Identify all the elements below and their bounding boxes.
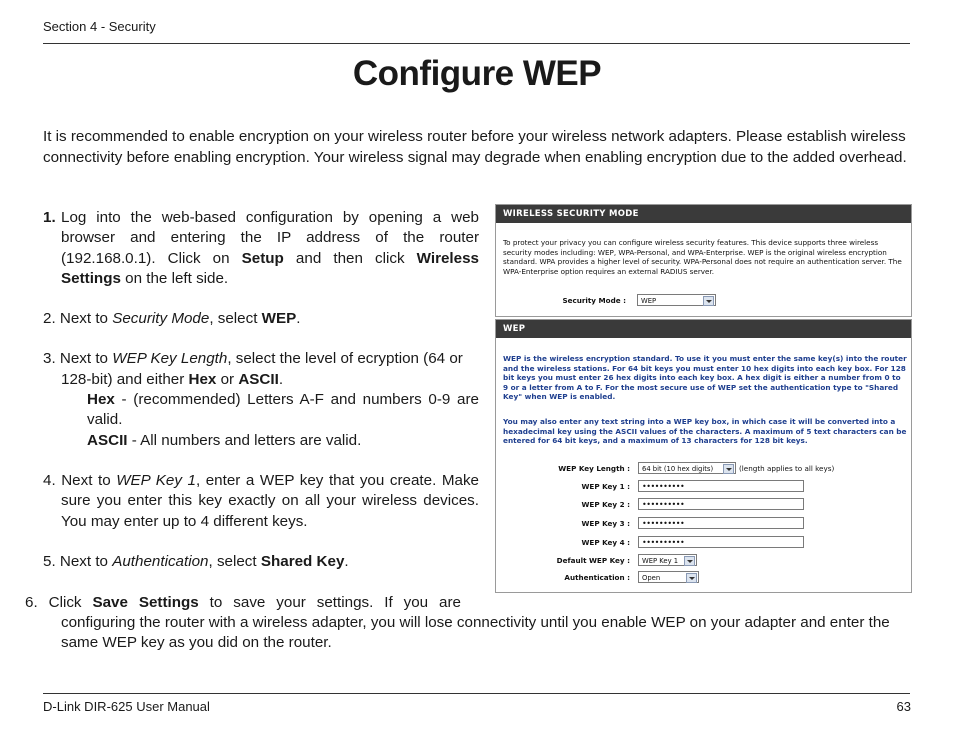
step-4-text: 4. Next to <box>43 471 117 489</box>
save-settings-term: Save Settings <box>92 594 199 611</box>
shared-key-term: Shared Key <box>260 552 345 570</box>
intro-paragraph: It is recommended to enable encryption on your wireless router before your wireless network adapters. Please establish wireless connectivity before enabling encryption. Your wireless signal may degrade when enabling encryption due to the added overhead. <box>43 128 907 166</box>
footer-rule <box>43 693 910 694</box>
wep-key-1-row <box>496 480 911 494</box>
hex-text: - (recommended) Letters A-F and numbers 0-9 are valid. <box>87 391 479 429</box>
chevron-down-icon <box>703 296 714 306</box>
wep-description-1: WEP is the wireless encryption standard. To use it you must enter the same key(s) into the router and the wireless stations. For 64 bit keys you must enter 10 hex digits into each key box. For 128 bit keys you must enter 26 hex digits into each key box. A hex digit is either a number from 0 to 9 or a letter from A to F. For the most secure use of WEP set the authentication type to "Shared Key" when WEP is enabled. <box>503 354 907 402</box>
wep-key-length-note: (length applies to all keys) <box>739 464 835 473</box>
step-5-text-3: . <box>344 552 349 570</box>
security-mode-label: Security Mode : <box>562 296 626 305</box>
wep-key-3-row <box>496 517 911 531</box>
default-wep-key-row <box>496 554 911 568</box>
step-1 <box>43 208 479 289</box>
wep-key-4-label: WEP Key 4 : <box>581 538 630 547</box>
wep-key-2-row <box>496 498 911 512</box>
hex-description <box>43 390 479 431</box>
authentication-term: Authentication <box>112 552 209 570</box>
wep-key-1-label: WEP Key 1 : <box>581 482 630 491</box>
step-3-text-4: . <box>278 370 284 388</box>
wep-term: WEP <box>261 310 297 328</box>
hex-term: Hex <box>188 370 217 388</box>
wireless-security-mode-panel <box>495 204 912 317</box>
step-3-text-2: , select the level of ecryption (64 or 128-bit) and either <box>61 350 463 388</box>
security-mode-value: WEP <box>641 297 657 305</box>
setup-term: Setup <box>241 249 284 267</box>
wireless-security-mode-heading: WIRELESS SECURITY MODE <box>496 205 911 223</box>
wep-key-length-row <box>496 462 911 476</box>
step-3-text: 3. Next to <box>43 350 113 368</box>
step-5-text: 5. Next to <box>43 552 113 570</box>
chevron-down-icon <box>723 464 734 474</box>
wep-key-4-row <box>496 536 911 550</box>
hex-label: Hex <box>87 391 115 409</box>
security-mode-row <box>496 294 911 308</box>
wep-key-2-input[interactable]: •••••••••• <box>638 498 804 510</box>
ascii-label: ASCII <box>87 431 128 449</box>
wep-key-3-input[interactable]: •••••••••• <box>638 517 804 529</box>
wep-key-length-value: 64 bit (10 hex digits) <box>642 465 714 473</box>
authentication-value: Open <box>642 574 661 582</box>
step-2 <box>43 309 479 329</box>
step-1-text-3: on the left side. <box>120 269 229 287</box>
step-6-text: 6. Click <box>25 594 93 611</box>
authentication-label: Authentication : <box>564 573 630 582</box>
step-2-text: 2. Next to <box>43 310 113 328</box>
wep-key-1-input[interactable]: •••••••••• <box>638 480 804 492</box>
wep-heading: WEP <box>496 320 911 338</box>
wep-key-length-label: WEP Key Length : <box>558 464 630 473</box>
wep-key-length-select[interactable] <box>638 462 736 474</box>
step-2-text-2: , select <box>209 310 262 328</box>
security-mode-term: Security Mode <box>112 310 210 328</box>
step-6 <box>25 593 912 613</box>
chevron-down-icon <box>684 556 695 566</box>
wep-description-2: You may also enter any text string into a WEP key box, in which case it will be converted into a hexadecimal key using the ASCII values of the characters. A maximum of 5 text characters can be entered for 64 bit keys, and a maximum of 13 characters for 128 bit keys. <box>503 417 907 446</box>
step-1-number: 1. <box>43 209 56 226</box>
step-5 <box>43 552 479 572</box>
ascii-term: ASCII <box>238 370 279 388</box>
manual-name: D-Link DIR-625 User Manual <box>43 699 210 714</box>
wep-key-3-label: WEP Key 3 : <box>581 519 630 528</box>
authentication-select[interactable] <box>638 571 699 583</box>
step-2-text-3: . <box>296 310 301 328</box>
section-label: Section 4 - Security <box>43 19 156 34</box>
default-wep-key-select[interactable] <box>638 554 697 566</box>
page-title: Configure WEP <box>352 54 602 93</box>
step-6-first-line-end: to save your settings. If you are <box>198 594 461 611</box>
authentication-row <box>496 571 911 585</box>
security-mode-select[interactable] <box>637 294 716 306</box>
step-4 <box>43 471 479 532</box>
ascii-description <box>43 431 479 451</box>
page-number: 63 <box>896 699 911 714</box>
wep-key-1-term: WEP Key 1 <box>116 471 196 489</box>
security-mode-description: To protect your privacy you can configure wireless security features. This device supports three wireless security modes including: WEP, WPA-Personal, and WPA-Enterprise. WEP is the original wireless encryption standard. WPA provides a higher level of security. WPA-Personal does not require an authentication server. The WPA-Enterprise option requires an external RADIUS server. <box>503 238 902 276</box>
wep-key-length-term: WEP Key Length <box>112 350 228 368</box>
wep-key-4-input[interactable]: •••••••••• <box>638 536 804 548</box>
step-5-text-2: , select <box>208 552 261 570</box>
step-3-text-3: or <box>216 370 239 388</box>
step-1-text: Log into the web-based configuration by opening a web browser and entering the IP address of the router (192.168.0.1). Click on <box>61 209 479 267</box>
wep-panel <box>495 319 912 593</box>
step-3 <box>43 349 479 390</box>
step-6-continuation: configuring the router with a wireless adapter, you will lose connectivity until you enable WEP on your adapter and enter the same WEP key as you did on the router. <box>61 614 890 652</box>
wireless-settings-term: Wireless Settings <box>61 249 479 287</box>
step-4-text-2: , enter a WEP key that you create. Make sure you enter this key exactly on all your wireless devices. You may enter up to 4 different keys. <box>61 471 479 530</box>
wep-key-2-label: WEP Key 2 : <box>581 500 630 509</box>
chevron-down-icon <box>686 573 697 583</box>
default-wep-key-label: Default WEP Key : <box>556 556 630 565</box>
default-wep-key-value: WEP Key 1 <box>642 557 679 565</box>
header-rule <box>43 43 910 44</box>
steps-list <box>43 208 479 572</box>
step-1-text-2: and then click <box>283 249 417 267</box>
ascii-text: - All numbers and letters are valid. <box>127 431 362 449</box>
